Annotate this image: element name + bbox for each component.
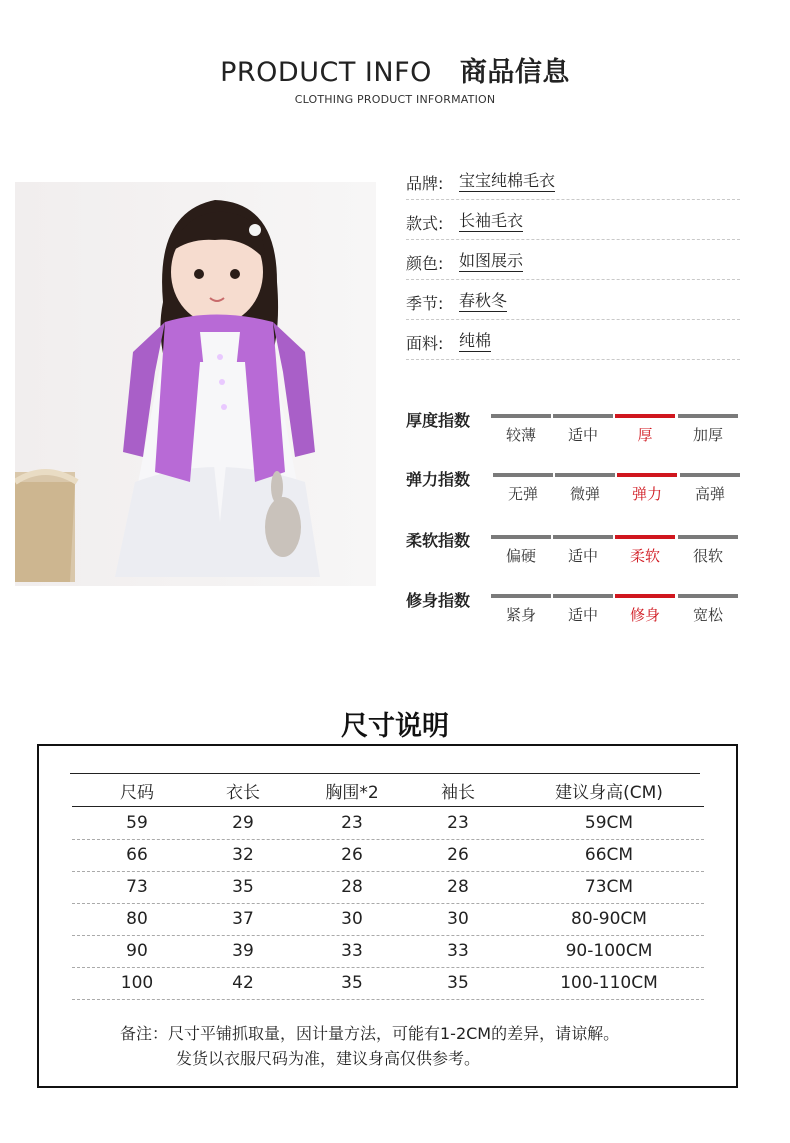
size-note-line2: 发货以衣服尺码为准，建议身高仅供参考。 <box>176 1049 481 1068</box>
table-cell: 66CM <box>584 845 634 865</box>
info-row <box>406 325 740 360</box>
info-value: 如图展示 <box>459 251 524 270</box>
row-divider <box>72 999 704 1000</box>
size-note-line1: 备注：尺寸平铺抓取量，因计量方法，可能有1-2CM的差异，请谅解。 <box>120 1024 620 1043</box>
table-cell: 42 <box>232 973 254 993</box>
table-top-line <box>70 773 700 774</box>
index-segment <box>678 414 738 418</box>
page-subtitle: CLOTHING PRODUCT INFORMATION <box>294 93 496 106</box>
table-header-cell: 胸围*2 <box>325 783 379 803</box>
index-segment-selected <box>615 594 675 598</box>
info-value: 纯棉 <box>459 331 492 350</box>
info-value: 宝宝纯棉毛衣 <box>459 171 556 190</box>
index-option: 弹力 <box>631 485 662 503</box>
info-row <box>406 205 740 240</box>
table-cell: 35 <box>232 877 254 897</box>
table-cell: 73 <box>126 877 148 897</box>
index-option: 无弹 <box>507 485 538 503</box>
table-cell: 28 <box>447 877 469 897</box>
product-photo-illustration <box>15 182 376 586</box>
info-key: 面料: <box>406 334 444 353</box>
info-key: 品牌: <box>406 174 444 193</box>
index-option: 适中 <box>567 426 598 444</box>
index-option: 紧身 <box>505 606 536 624</box>
index-segment <box>553 594 613 598</box>
table-cell: 35 <box>447 973 469 993</box>
info-key: 款式: <box>406 214 444 233</box>
index-segment <box>678 535 738 539</box>
index-segment <box>680 473 740 477</box>
info-value: 长袖毛衣 <box>459 211 524 230</box>
index-option: 宽松 <box>692 606 723 624</box>
index-option: 适中 <box>567 547 598 565</box>
table-cell: 100 <box>120 973 154 993</box>
page-title <box>0 50 790 89</box>
index-segment <box>491 414 551 418</box>
row-divider <box>72 839 704 840</box>
table-header-cell: 尺码 <box>120 783 154 803</box>
table-cell: 59 <box>126 813 148 833</box>
table-cell: 30 <box>341 909 363 929</box>
index-segment <box>553 535 613 539</box>
index-option: 加厚 <box>692 426 723 444</box>
table-cell: 32 <box>232 845 254 865</box>
table-cell: 30 <box>447 909 469 929</box>
table-cell: 90 <box>126 941 148 961</box>
info-row <box>406 245 740 280</box>
index-segment-selected <box>615 414 675 418</box>
index-segment <box>493 473 553 477</box>
table-cell: 33 <box>341 941 363 961</box>
table-cell: 80 <box>126 909 148 929</box>
index-option: 厚 <box>637 426 653 444</box>
table-cell: 59CM <box>584 813 634 833</box>
info-value: 春秋冬 <box>459 291 508 310</box>
table-cell: 33 <box>447 941 469 961</box>
table-cell: 26 <box>447 845 469 865</box>
table-cell: 29 <box>232 813 254 833</box>
index-segment <box>553 414 613 418</box>
table-cell: 39 <box>232 941 254 961</box>
index-option: 修身 <box>629 606 660 624</box>
row-divider <box>72 967 704 968</box>
index-segment-selected <box>615 535 675 539</box>
index-option: 很软 <box>692 547 723 565</box>
table-cell: 28 <box>341 877 363 897</box>
table-cell: 23 <box>447 813 469 833</box>
index-segment <box>491 594 551 598</box>
table-header-cell: 袖长 <box>441 783 475 803</box>
table-header-cell: 建议身高(CM) <box>555 783 663 803</box>
table-cell: 100-110CM <box>560 973 658 993</box>
index-segment <box>678 594 738 598</box>
title-cn: 商品信息 <box>459 57 570 88</box>
product-photo <box>15 182 376 586</box>
info-row <box>406 285 740 320</box>
index-segment <box>555 473 615 477</box>
index-label: 弹力指数 <box>406 470 471 489</box>
index-option: 微弹 <box>569 485 600 503</box>
info-row <box>406 165 740 200</box>
size-title: 尺寸说明 <box>341 711 449 742</box>
row-divider <box>72 935 704 936</box>
table-header-line <box>72 806 704 807</box>
index-segment-selected <box>617 473 677 477</box>
index-option: 较薄 <box>505 426 536 444</box>
index-option: 偏硬 <box>505 547 536 565</box>
index-label: 柔软指数 <box>406 531 471 550</box>
table-cell: 23 <box>341 813 363 833</box>
table-cell: 37 <box>232 909 254 929</box>
table-cell: 80-90CM <box>571 909 647 929</box>
info-key: 季节: <box>406 294 444 313</box>
row-divider <box>72 903 704 904</box>
title-en: PRODUCT INFO <box>220 57 432 88</box>
table-cell: 35 <box>341 973 363 993</box>
table-cell: 66 <box>126 845 148 865</box>
index-label: 厚度指数 <box>406 411 471 430</box>
info-key: 颜色: <box>406 254 444 273</box>
table-cell: 73CM <box>584 877 634 897</box>
index-label: 修身指数 <box>406 591 471 610</box>
table-cell: 26 <box>341 845 363 865</box>
index-option: 高弹 <box>694 485 725 503</box>
table-cell: 90-100CM <box>565 941 653 961</box>
table-header-cell: 衣长 <box>226 783 260 803</box>
index-option: 柔软 <box>629 547 660 565</box>
row-divider <box>72 871 704 872</box>
index-segment <box>491 535 551 539</box>
index-option: 适中 <box>567 606 598 624</box>
